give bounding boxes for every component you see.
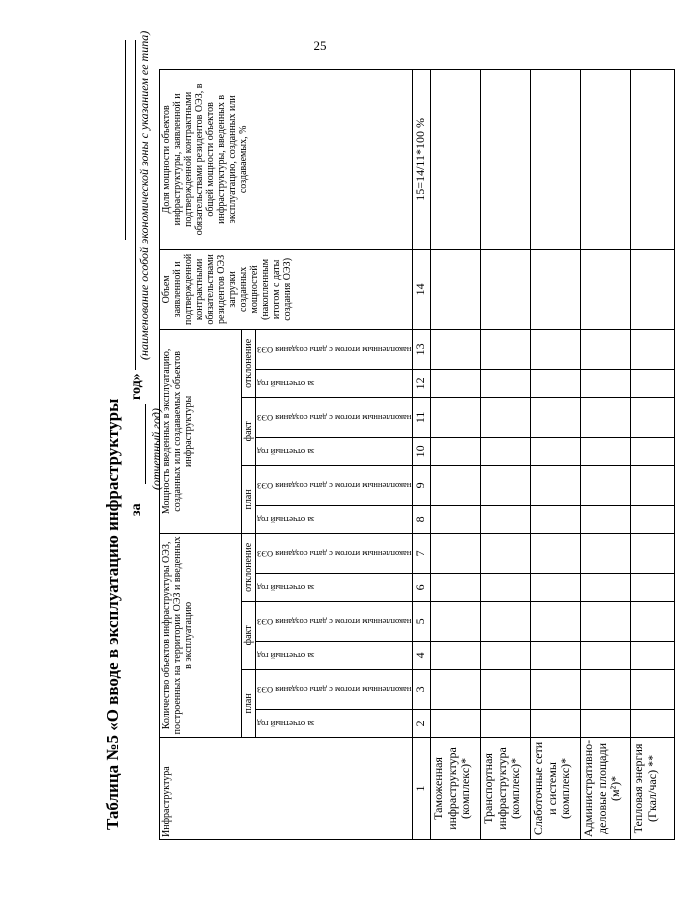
table-row	[531, 69, 581, 839]
title-underline	[125, 40, 126, 240]
leaf-label: накопленным итогом с даты создания ОЭЗ	[257, 548, 412, 559]
infrastructure-table	[159, 69, 675, 840]
page-number: 25	[313, 38, 327, 53]
leaf-label: за отчетный год	[257, 718, 315, 729]
row-label: Таможенная инфраструктура (комплекс)*	[431, 737, 481, 839]
row-label: Тепловая энергия (Гкал/час) **	[631, 737, 675, 839]
column-number: 6	[413, 573, 431, 601]
column-number: 3	[413, 669, 431, 709]
leaf-cumulative	[256, 397, 413, 437]
header-capacity-plan: план	[242, 465, 256, 533]
column-number: 8	[413, 505, 431, 533]
number-row	[413, 69, 431, 839]
god-label: год»	[129, 373, 144, 400]
leaf-label: накопленным итогом с даты создания ОЭЗ	[257, 344, 412, 355]
column-number: 15=14/11*100 %	[413, 69, 431, 249]
leaf-reporting-year	[256, 437, 413, 465]
table-row	[631, 69, 675, 839]
column-number: 1	[413, 737, 431, 839]
za-label: за	[129, 503, 144, 516]
leaf-reporting-year	[256, 505, 413, 533]
column-number: 2	[413, 709, 431, 737]
reporting-year-caption: (отчетный год)	[149, 408, 163, 490]
row-label: Административно-деловые площади (м²)*	[581, 737, 631, 839]
leaf-label: накопленным итогом с даты создания ОЭЗ	[257, 684, 412, 695]
header-count-group: Количество объектов инфраструктуры ОЭЗ, построенных на территории ОЭЗ и введенных в эксплуатацию	[160, 533, 242, 737]
leaf-reporting-year	[256, 369, 413, 397]
column-number: 14	[413, 249, 431, 329]
leaf-label: накопленным итогом с даты создания ОЭЗ	[257, 616, 412, 627]
leaf-cumulative	[256, 533, 413, 573]
column-number: 12	[413, 369, 431, 397]
column-number: 11	[413, 397, 431, 437]
header-infrastructure: Инфраструктура	[160, 737, 413, 839]
year-blank-line	[145, 404, 146, 484]
leaf-label: накопленным итогом с даты создания ОЭЗ	[257, 412, 412, 423]
column-number: 4	[413, 641, 431, 669]
header-count-plan: план	[242, 669, 256, 737]
rotated-page	[97, 30, 659, 840]
leaf-reporting-year	[256, 573, 413, 601]
leaf-label: за отчетный год	[257, 514, 315, 525]
header-capacity-deviation: отклонение	[242, 329, 256, 397]
table-row	[481, 69, 531, 839]
header-count-deviation: отклонение	[242, 533, 256, 601]
table-row	[431, 69, 481, 839]
column-number: 10	[413, 437, 431, 465]
leaf-label: за отчетный год	[257, 446, 315, 457]
column-number: 9	[413, 465, 431, 505]
period-block	[127, 30, 163, 840]
column-number: 5	[413, 601, 431, 641]
row-label: Транспортная инфраструктура (комплекс)*	[481, 737, 531, 839]
table-row	[581, 69, 631, 839]
column-number: 13	[413, 329, 431, 369]
column-number: 7	[413, 533, 431, 573]
leaf-label: за отчетный год	[257, 650, 315, 661]
table-title: Таблица №5 «О вводе в эксплуатацию инфраструктуры	[103, 398, 122, 830]
zone-caption: (наименование особой экономической зоны с указанием ее типа)	[137, 30, 151, 360]
header-volume: Объем заявленной и подтвержденной контрактными обязательствами резидентов ОЭЗ загрузки созданных мощностей (накопленным итогом с даты создания ОЭЗ)	[160, 249, 413, 329]
header-capacity-group: Мощность введенных в эксплуатацию, созданных или создаваемых объектов инфраструктуры	[160, 329, 242, 533]
leaf-label: за отчетный год	[257, 378, 315, 389]
zone-blank-line	[135, 40, 136, 370]
header-count-fact: факт	[242, 601, 256, 669]
header-capacity-fact: факт	[242, 397, 256, 465]
leaf-reporting-year	[256, 709, 413, 737]
row-label: Слаботочные сети и системы (комплекс)*	[531, 737, 581, 839]
leaf-cumulative	[256, 669, 413, 709]
leaf-label: за отчетный год	[257, 582, 315, 593]
header-share: Доля мощности объектов инфраструктуры, заявленной и подтвержденной контрактными обязательствами резидентов ОЭЗ, в общей мощности объектов инфраструктуры, введенных в эксплуатацию, созданных или создаваемых, %	[160, 69, 413, 249]
leaf-cumulative	[256, 601, 413, 641]
leaf-cumulative	[256, 329, 413, 369]
leaf-cumulative	[256, 465, 413, 505]
leaf-reporting-year	[256, 641, 413, 669]
leaf-label: накопленным итогом с даты создания ОЭЗ	[257, 480, 412, 491]
